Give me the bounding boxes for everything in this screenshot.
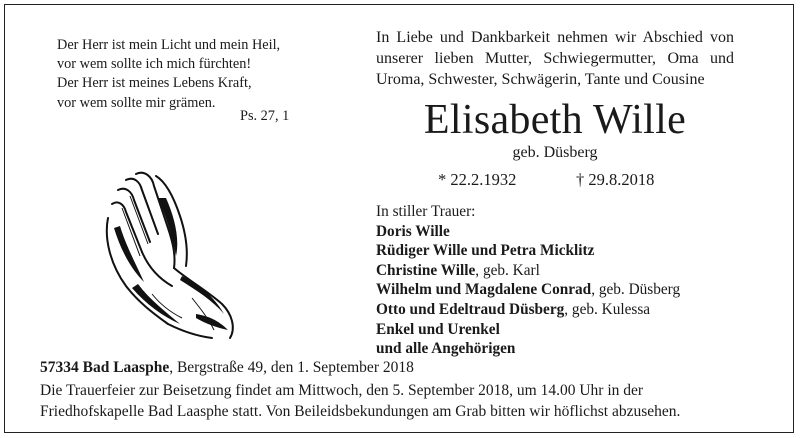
list-item: und alle Angehörigen (376, 340, 516, 358)
funeral-notice (40, 381, 680, 422)
list-item: Otto und Edeltraud Düsberg, geb. Kulessa (376, 300, 651, 318)
place-date-line (40, 359, 414, 377)
death-date: † 29.8.2018 (576, 170, 655, 189)
notice-line: Die Trauerfeier zur Beisetzung findet am Mittwoch, den 5. September 2018, um 14.00 Uhr in der (40, 382, 644, 399)
list-item: Christine Wille, geb. Karl (376, 261, 540, 279)
notice-line: Friedhofskapelle Bad Laasphe statt. Von Beileidsbekundungen am Grab bitten wir höflichst abzusehen. (40, 402, 681, 420)
verse-line: vor wem sollte ich mich fürchten! (57, 56, 252, 73)
intro-line: In Liebe und Dankbarkeit nehmen wir Abschied von (376, 29, 734, 46)
mourners-list (376, 202, 680, 359)
born-name: geb. Düsberg (512, 144, 598, 161)
list-item: Enkel und Urenkel (376, 320, 500, 338)
place-name: 57334 Bad Laasphe (40, 359, 170, 376)
psalm-reference: Ps. 27, 1 (240, 108, 290, 124)
psalm-verse (57, 36, 280, 113)
praying-hands-icon (96, 168, 246, 340)
address-date: , Bergstraße 49, den 1. September 2018 (169, 359, 414, 376)
verse-line: Der Herr ist meines Lebens Kraft, (57, 75, 252, 92)
verse-line: Der Herr ist mein Licht und mein Heil, (57, 37, 281, 53)
verse-line: vor wem sollte mir grämen. (57, 94, 216, 111)
birth-date: * 22.2.1932 (438, 170, 517, 189)
list-item: Wilhelm und Magdalene Conrad, geb. Düsberg (376, 281, 681, 299)
mourners-heading: In stiller Trauer: (376, 203, 476, 220)
list-item: Rüdiger Wille und Petra Micklitz (376, 242, 595, 260)
farewell-intro (376, 27, 734, 91)
deceased-name: Elisabeth Wille (423, 97, 687, 143)
intro-line: Uroma, Schwester, Schwägerin, Tante und Cousine (376, 71, 705, 89)
intro-line: unserer lieben Mutter, Schwiegermutter, Oma und (376, 50, 734, 68)
list-item: Doris Wille (376, 222, 450, 240)
